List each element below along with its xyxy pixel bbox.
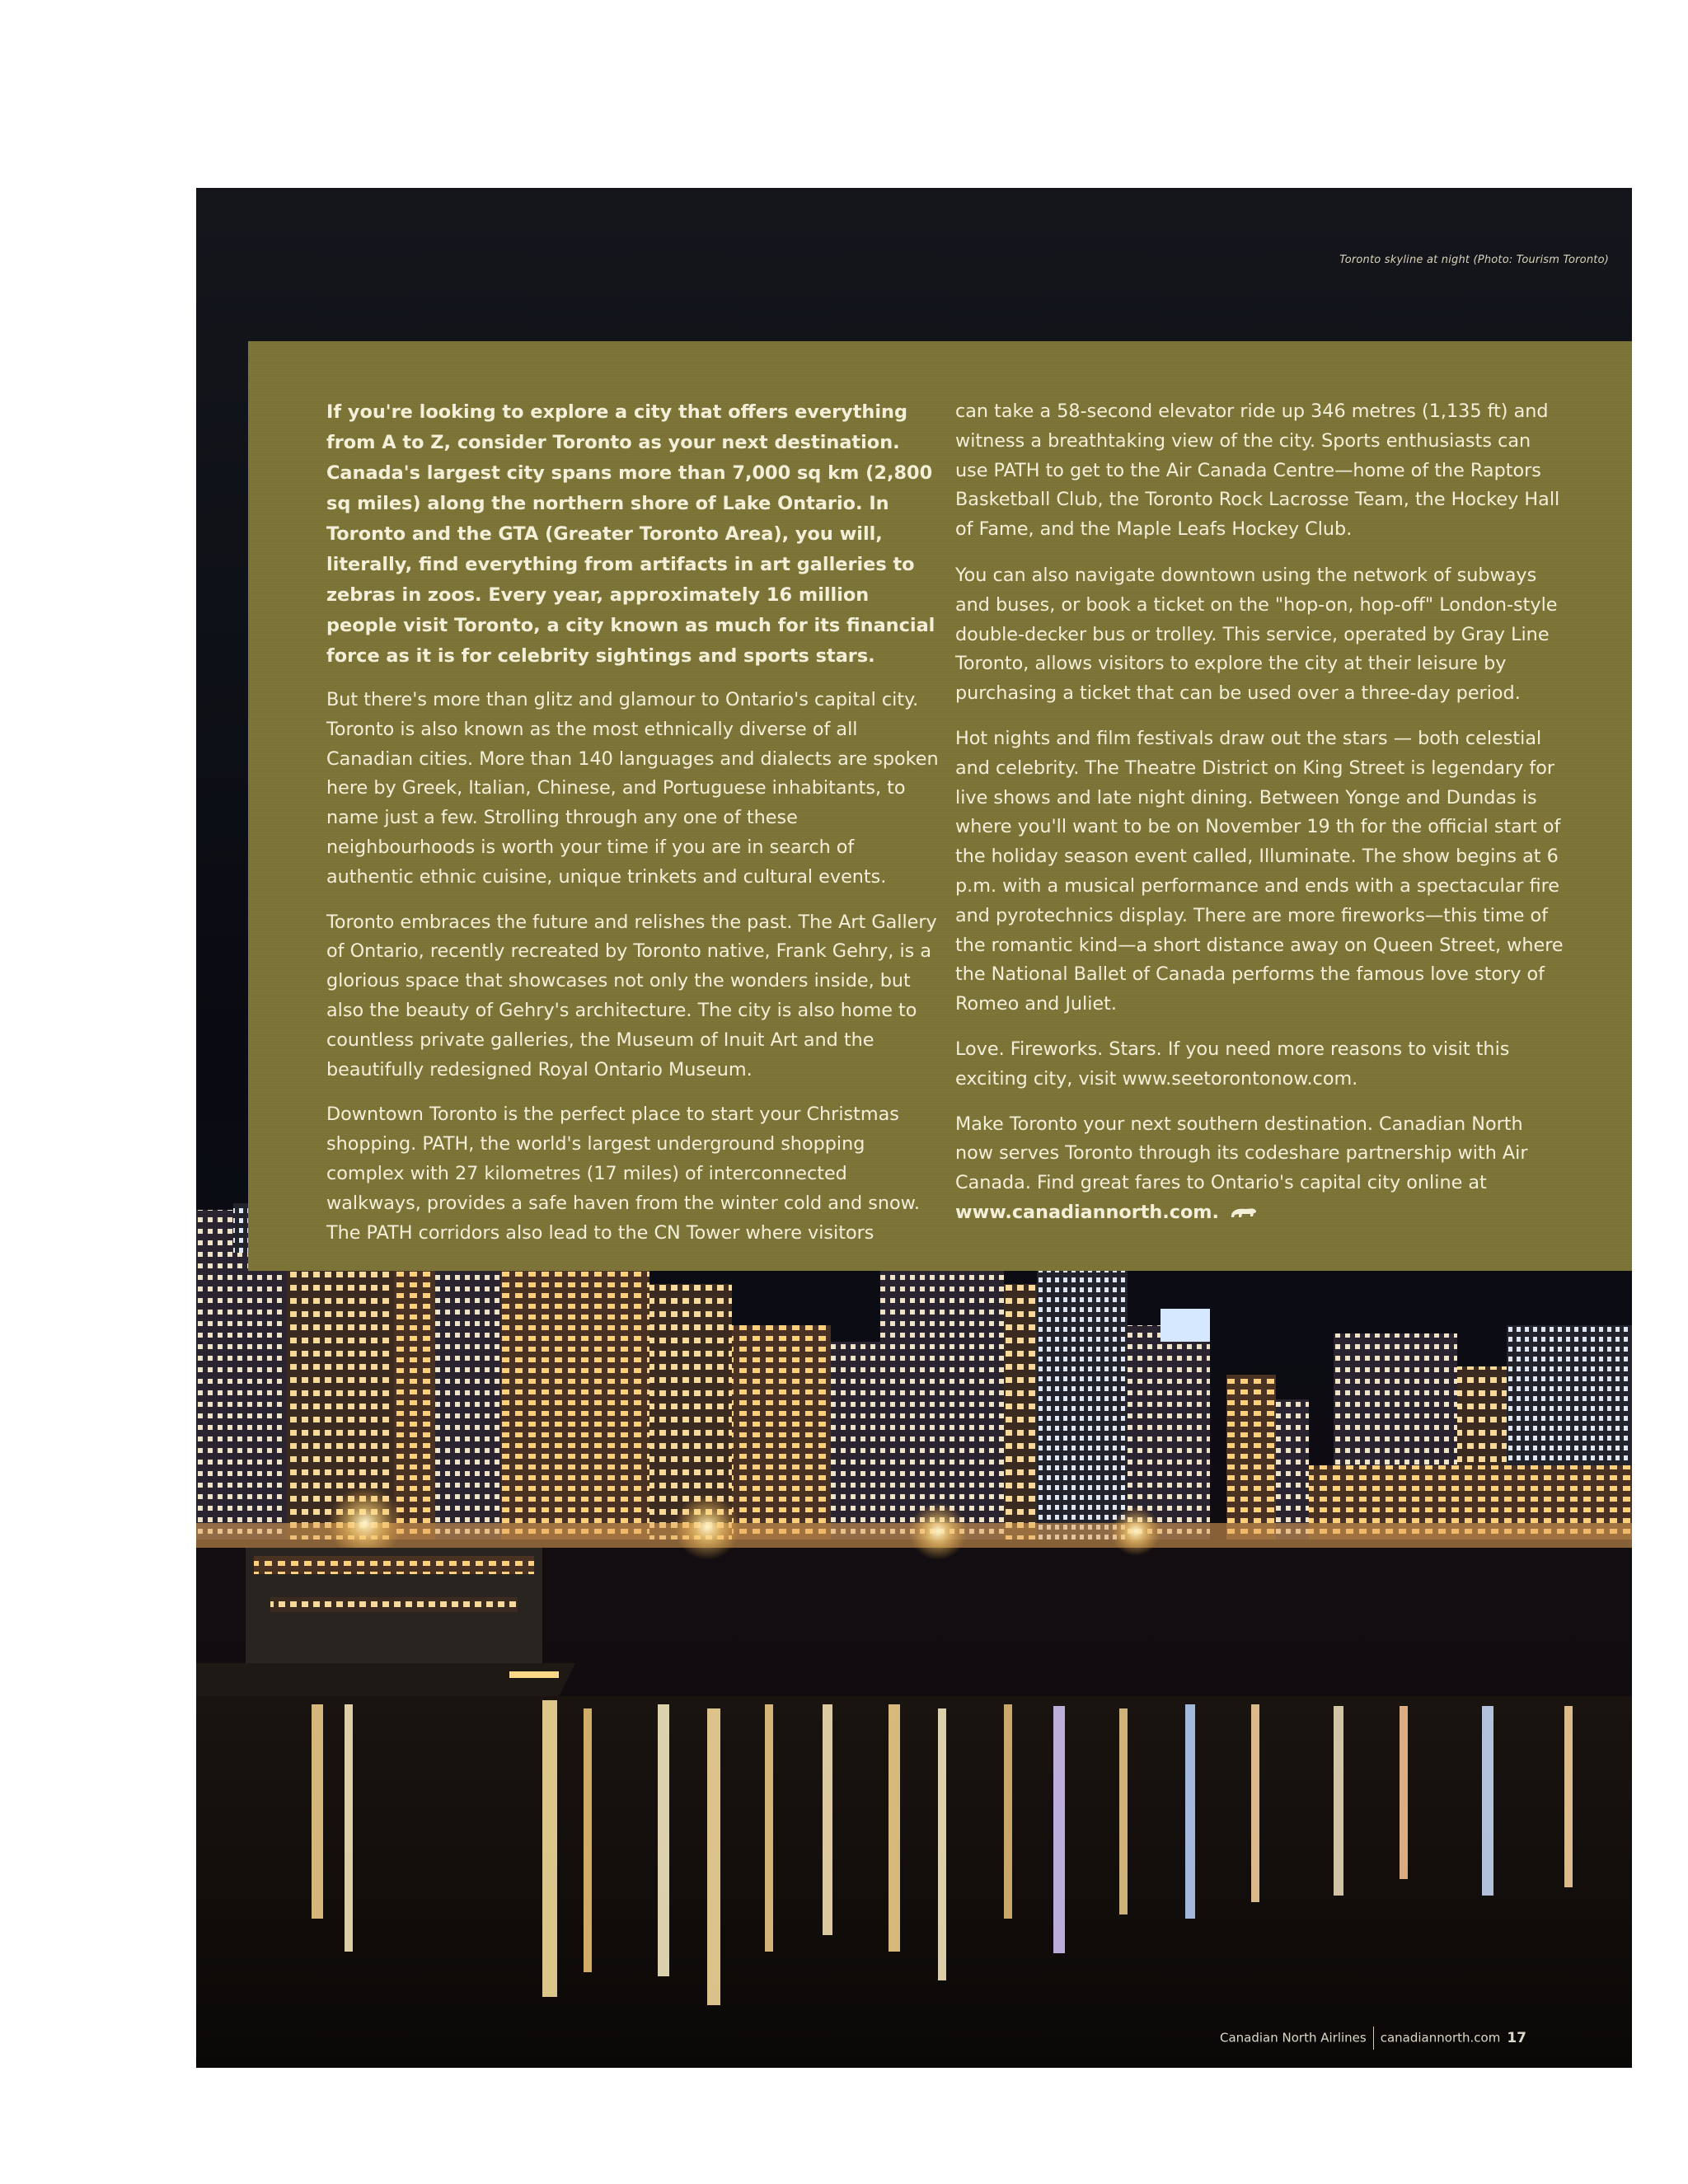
- closing-text: Make Toronto your next southern destination. Canadian North now serves Toronto through its codeshare partnership with Air Canada. Find great fares to Ontario's capital city online at: [955, 1113, 1528, 1194]
- ferry-boat: [196, 1548, 575, 1696]
- paragraph: But there's more than glitz and glamour to Ontario's capital city. Toronto is also known as the most ethnically diverse of all Canadian cities. More than 140 languages and dialects are spoken here by Greek, Italian, Chinese, and Portuguese inhabitants, to name just a few. Strolling through any one of these neighbourhoods is worth your time if you are in search of authentic ethnic cuisine, unique trinkets and cultural events.: [326, 689, 939, 888]
- article-lede: If you're looking to explore a city that offers everything from A to Z, consider Toronto as your next destination. Canada's largest city spans more than 7,000 sq km (2,800 sq miles) along the northern shore of Lake Ontario. In Toronto and the GTA (Greater Toronto Area), you will, literally, find everything from artifacts in art galleries to zebras in zoos. Every year, approximately 16 million people visit Toronto, a city known as much for its financial force as it is for celebrity sightings and sports stars.: [326, 401, 935, 667]
- article-panel: [248, 341, 1632, 1271]
- polar-bear-icon: [1230, 1205, 1258, 1220]
- footer-site: canadiannorth.com: [1380, 2030, 1501, 2046]
- page-footer: [1220, 2027, 1526, 2050]
- photo-caption: Toronto skyline at night (Photo: Tourism Toronto): [1339, 254, 1609, 266]
- closing-url-link[interactable]: www.canadiannorth.com.: [955, 1201, 1219, 1223]
- magazine-page: [196, 188, 1632, 2068]
- paragraph: Love. Fireworks. Stars. If you need more reasons to visit this exciting city, visit www.seetorontonow.com.: [955, 1038, 1510, 1090]
- paragraph: Downtown Toronto is the perfect place to start your Christmas shopping. PATH, the world's largest underground shopping complex with 27 kilometres (17 miles) of interconnected walkways, provides a safe haven from the winter cold and snow. The PATH corridors also lead to the CN Tower where visitors: [326, 1104, 920, 1244]
- paragraph: can take a 58-second elevator ride up 346 metres (1,135 ft) and witness a breathtaking view of the city. Sports enthusiasts can use PATH to get to the Air Canada Centre—home of the Raptors Basketball Club, the Toronto Rock Lacrosse Team, the Hockey Hall of Fame, and the Maple Leafs Hockey Club.: [955, 401, 1560, 541]
- paragraph: You can also navigate downtown using the network of subways and buses, or book a ticket on the "hop-on, hop-off" London-style double-decker bus or trolley. This service, operated by Gray Line Toronto, allows visitors to explore the city at their leisure by purchasing a ticket that can be used over a three-day period.: [955, 564, 1558, 705]
- paragraph: Hot nights and film festivals draw out the stars — both celestial and celebrity. The Theatre District on King Street is legendary for live shows and late night dining. Between Yonge and Dundas is where you'll want to be on November 19 th for the official start of the holiday season event called, Illuminate. The show begins at 6 p.m. with a musical performance and ends with a spectacular fire and pyrotechnics display. There are more fireworks—this time of the romantic kind—a short distance away on Queen Street, where the National Ballet of Canada performs the famous love story of Romeo and Juliet.: [955, 727, 1564, 1015]
- page-number: 17: [1507, 2029, 1526, 2046]
- footer-divider: [1373, 2027, 1374, 2050]
- closing-paragraph: [955, 1110, 1565, 1228]
- paragraph: Toronto embraces the future and relishes the past. The Art Gallery of Ontario, recently recreated by Toronto native, Frank Gehry, is a glorious space that showcases not only the wonders inside, but also the beauty of Gehry's architecture. The city is also home to countless private galleries, the Museum of Inuit Art and the beautifully redesigned Royal Ontario Museum.: [326, 911, 937, 1080]
- footer-airline: Canadian North Airlines: [1220, 2030, 1367, 2046]
- article-column-right: [955, 397, 1565, 1244]
- article-column-left: [326, 397, 939, 1263]
